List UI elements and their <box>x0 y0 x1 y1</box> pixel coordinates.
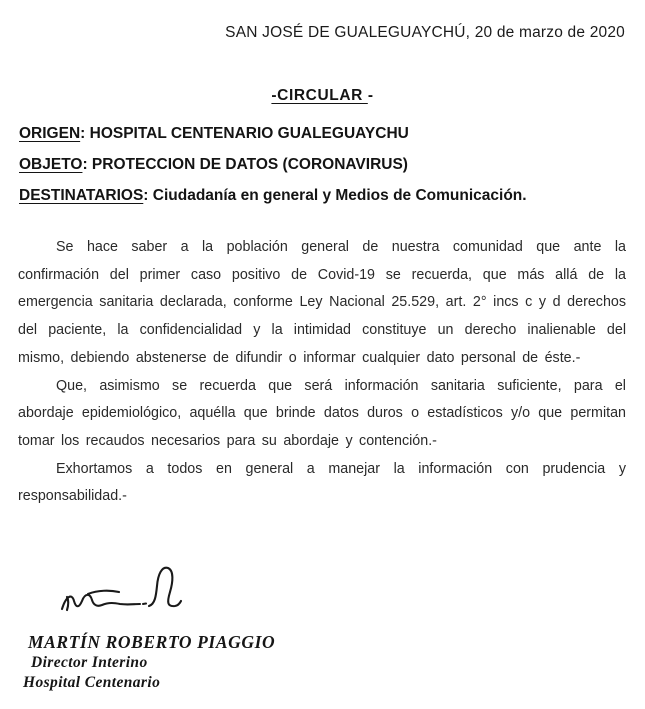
signature-block <box>0 632 275 693</box>
handwritten-signature-icon <box>58 561 188 619</box>
subject-value: : PROTECCION DE DATOS (CORONAVIRUS) <box>82 156 408 173</box>
circular-title <box>0 87 645 105</box>
circular-title-suffix: - <box>367 87 374 104</box>
circular-title-underlined-text: -CIRCULAR <box>271 87 368 104</box>
subject-line <box>19 149 625 180</box>
signer-organization: Hospital Centenario <box>23 674 161 691</box>
paragraph-3: Exhortamos a todos en general a manejar la información con prudencia y responsabilidad.- <box>18 460 626 505</box>
paragraph-1: Se hace saber a la población general de nuestra comunidad que ante la confirmación del primer caso positivo de Covid-19 se recuerda, que más allá de la emergencia sanitaria declarada, conforme Ley Nacional 25.529, art. 2° incs c y d derechos del paciente, la confidencialidad y la intimidad constituye un derecho inalienable del mismo, debiendo abstenerse de difundir o informar cualquier dato personal de éste.- <box>18 239 626 366</box>
subject-label: OBJETO <box>19 156 83 173</box>
origin-line <box>19 118 625 149</box>
date-line: SAN JOSÉ DE GUALEGUAYCHÚ, 20 de marzo de 2020 <box>225 24 625 41</box>
body-text <box>18 234 626 511</box>
paragraph-2: Que, asimismo se recuerda que será información sanitaria suficiente, para el abordaje epidemiológico, aquélla que brinde datos duros o estadísticos y/o que permitan tomar los recaudos necesarios para su abordaje y contención.- <box>18 377 626 449</box>
recipients-label: DESTINATARIOS <box>19 187 144 204</box>
origin-label: ORIGEN <box>19 125 81 142</box>
signer-name: MARTÍN ROBERTO PIAGGIO <box>28 632 276 652</box>
meta-block <box>19 118 625 211</box>
signer-title: Director Interino <box>31 654 148 671</box>
recipients-value: : Ciudadanía en general y Medios de Comunicación. <box>143 187 527 204</box>
origin-value: : HOSPITAL CENTENARIO GUALEGUAYCHU <box>80 125 409 142</box>
recipients-line <box>19 180 625 211</box>
